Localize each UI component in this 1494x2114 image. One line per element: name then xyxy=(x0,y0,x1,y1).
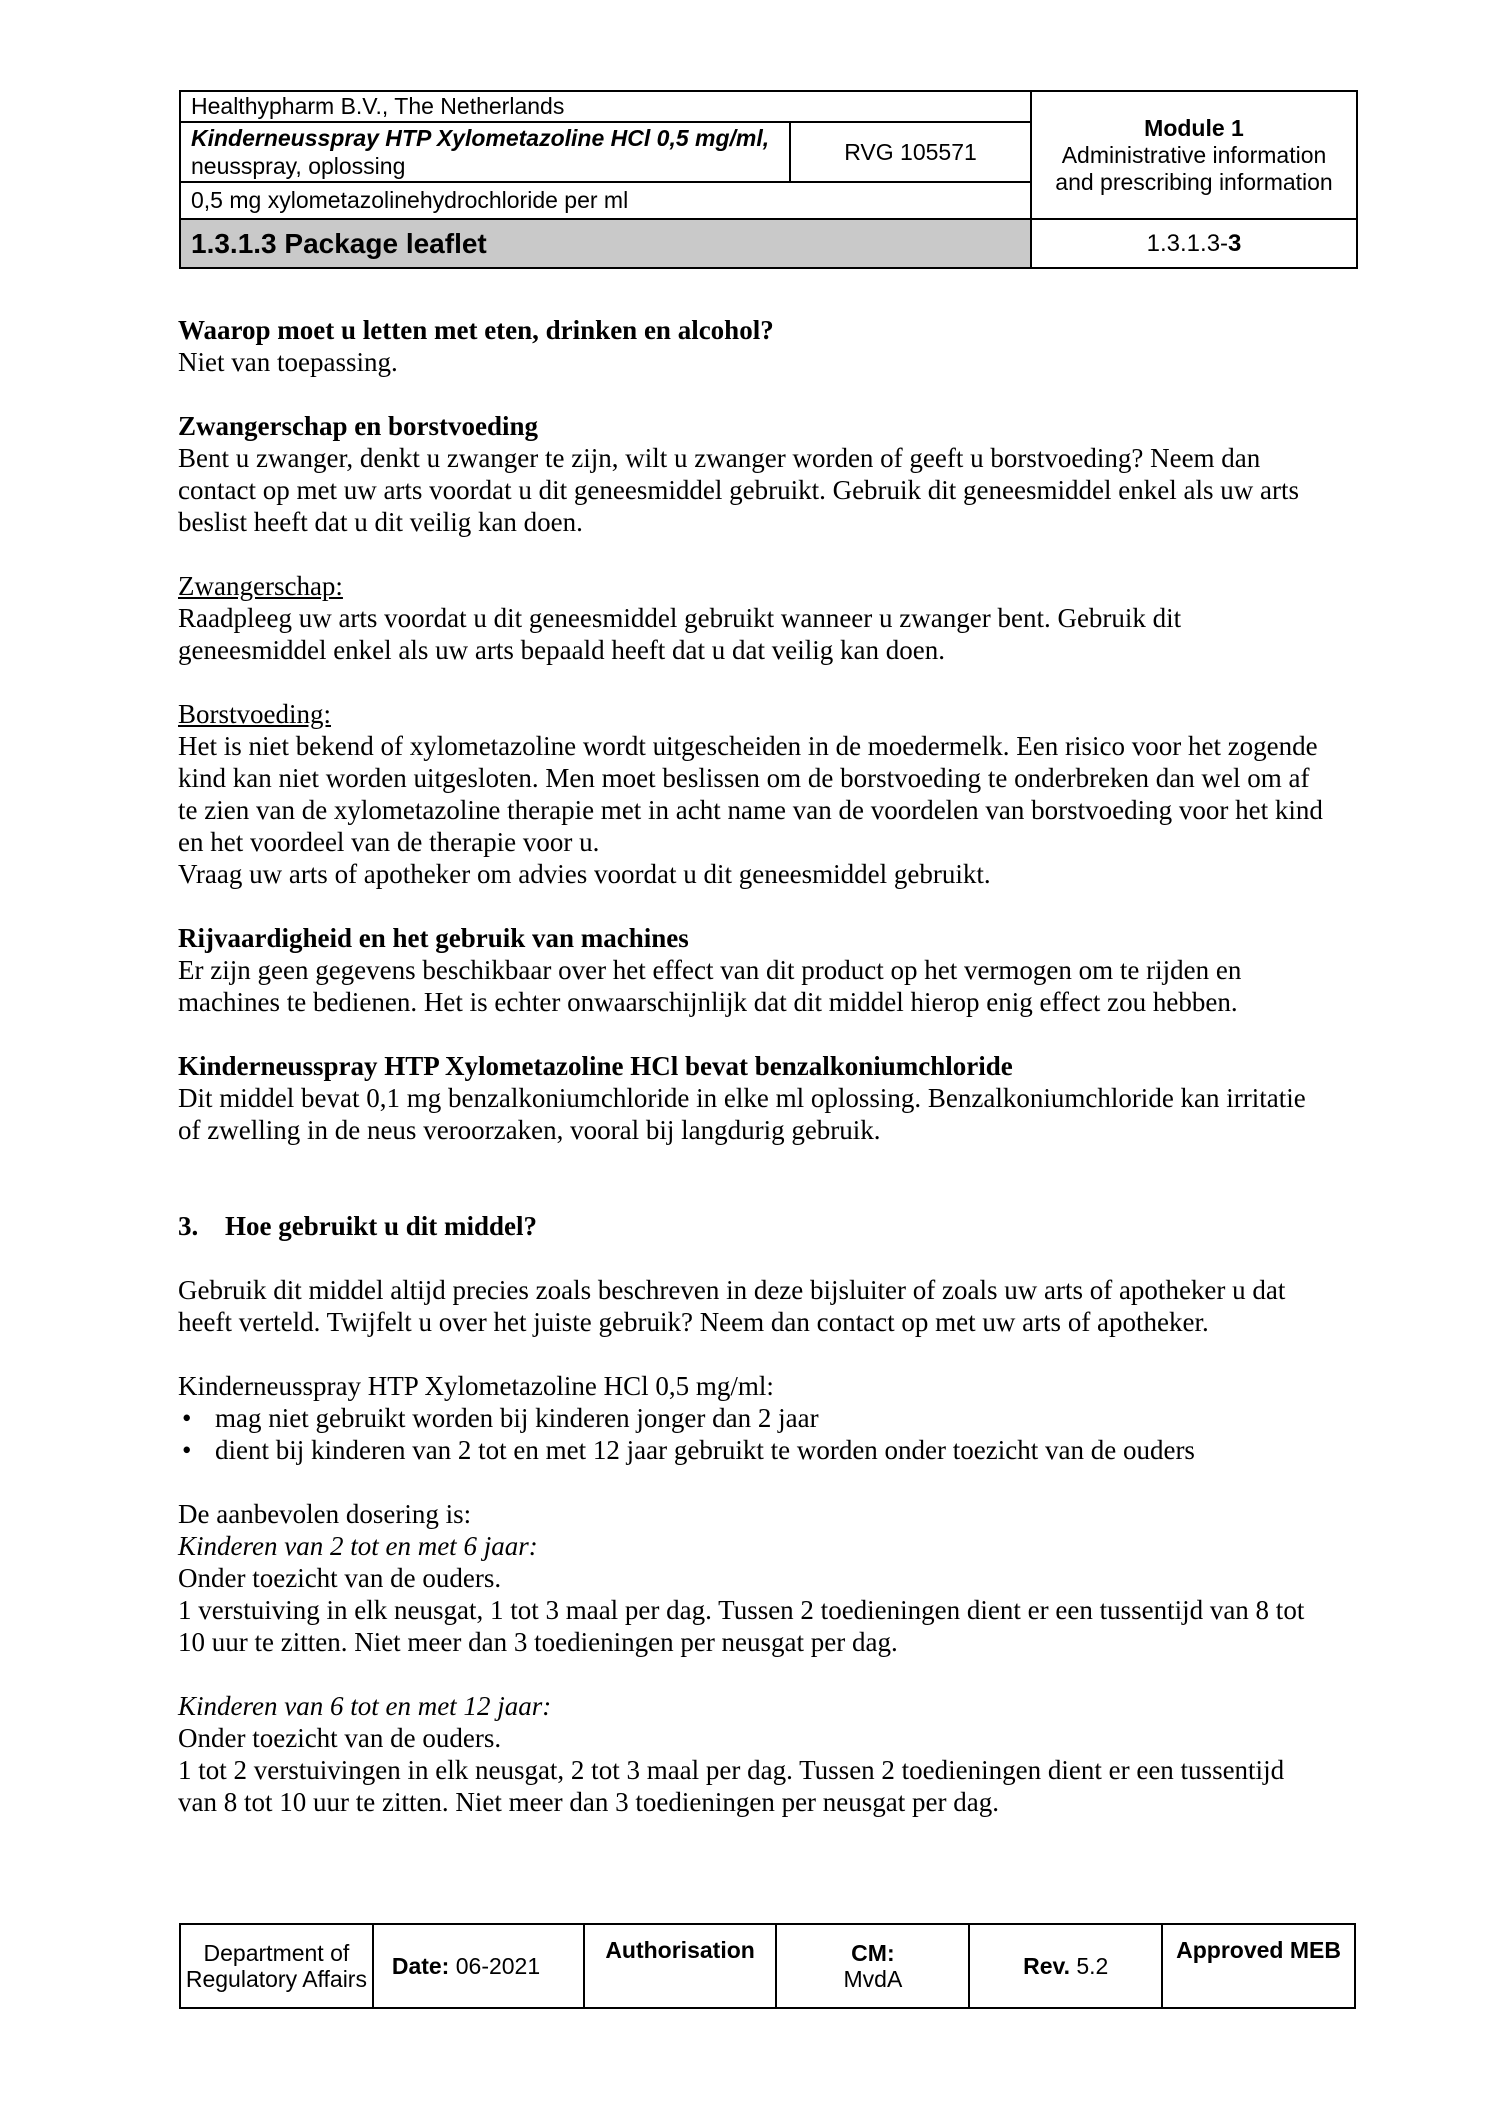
blank-line xyxy=(178,1242,1368,1274)
blank-line xyxy=(178,1178,1368,1210)
product-form: neusspray, oplossing xyxy=(191,153,406,179)
leaflet-body xyxy=(178,314,1368,1818)
heading-benzalkonium: Kinderneusspray HTP Xylometazoline HCl bevat benzalkoniumchloride xyxy=(178,1051,1013,1081)
bullet-icon: • xyxy=(182,1435,192,1465)
product-name: Kinderneusspray HTP Xylometazoline HCl 0,5 mg/ml, xyxy=(191,125,770,151)
paragraph-line: Raadpleeg uw arts voordat u dit geneesmiddel gebruikt wanneer u zwanger bent. Gebruik dit xyxy=(178,603,1182,633)
list-item-text: dient bij kinderen van 2 tot en met 12 jaar gebruikt te worden onder toezicht van de ouders xyxy=(215,1435,1195,1465)
paragraph-line: Bent u zwanger, denkt u zwanger te zijn, wilt u zwanger worden of geeft u borstvoeding? Neem dan xyxy=(178,443,1261,473)
module-title: Module 1 xyxy=(1144,114,1244,141)
rvg-number: RVG 105571 xyxy=(790,122,1031,182)
blank-line xyxy=(178,1658,1368,1690)
blank-line xyxy=(178,378,1368,410)
paragraph-line: en het voordeel van de therapie voor u. xyxy=(178,827,600,857)
label-pregnancy: Zwangerschap: xyxy=(178,571,343,601)
footer-cm-cell xyxy=(775,1925,968,2007)
paragraph-line: Dit middel bevat 0,1 mg benzalkoniumchloride in elke ml oplossing. Benzalkoniumchloride kan irritatie xyxy=(178,1083,1306,1113)
paragraph-line: machines te bedienen. Het is echter onwaarschijnlijk dat dit middel hierop enig effect zou hebben. xyxy=(178,987,1238,1017)
revision xyxy=(970,1953,1161,1979)
footer-authorisation-cell xyxy=(583,1925,776,2007)
bullet-icon: • xyxy=(182,1403,192,1433)
section-title: Hoe gebruikt u dit middel? xyxy=(225,1211,538,1241)
product-dosage-intro: Kinderneusspray HTP Xylometazoline HCl 0,5 mg/ml: xyxy=(178,1371,774,1401)
cm-label: CM: xyxy=(851,1940,895,1966)
page-reference-number: 3 xyxy=(1228,229,1242,257)
list-item-text: mag niet gebruikt worden bij kinderen jonger dan 2 jaar xyxy=(215,1403,819,1433)
paragraph-line: Onder toezicht van de ouders. xyxy=(178,1563,502,1593)
date-value: 06-2021 xyxy=(449,1953,541,1979)
paragraph-line: Het is niet bekend of xylometazoline wordt uitgescheiden in de moedermelk. Een risico voor het zogende xyxy=(178,731,1318,761)
revision-label: Rev. xyxy=(1023,1953,1070,1979)
paragraph-line: 1 verstuiving in elk neusgat, 1 tot 3 maal per dag. Tussen 2 toedieningen dient er een tussentijd van 8 tot xyxy=(178,1595,1305,1625)
paragraph-line: geneesmiddel enkel als uw arts bepaald heeft dat u dat veilig kan doen. xyxy=(178,635,945,665)
label-breastfeeding: Borstvoeding: xyxy=(178,699,331,729)
module-subtitle-line1: Administrative information xyxy=(1061,141,1327,168)
strength-line: 0,5 mg xylometazolinehydrochloride per ml xyxy=(180,182,1031,219)
footer-table xyxy=(179,1923,1356,2009)
blank-line xyxy=(178,666,1368,698)
heading-driving-machines: Rijvaardigheid en het gebruik van machines xyxy=(178,923,689,953)
paragraph-line: of zwelling in de neus veroorzaken, vooral bij langdurig gebruik. xyxy=(178,1115,881,1145)
page-reference-prefix: 1.3.1.3- xyxy=(1146,229,1229,257)
heading-pregnancy-breastfeeding: Zwangerschap en borstvoeding xyxy=(178,411,539,441)
dosage-intro: De aanbevolen dosering is: xyxy=(178,1499,472,1529)
blank-line xyxy=(178,1146,1368,1178)
blank-line xyxy=(178,1466,1368,1498)
paragraph-line: Gebruik dit middel altijd precies zoals beschreven in deze bijsluiter of zoals uw arts of apotheker u dat xyxy=(178,1275,1286,1305)
paragraph-line: beslist heeft dat u dit veilig kan doen. xyxy=(178,507,583,537)
footer-approved-cell xyxy=(1161,1925,1354,2007)
revision-value: 5.2 xyxy=(1069,1953,1109,1979)
paragraph-line: 1 tot 2 verstuivingen in elk neusgat, 2 tot 3 maal per dag. Tussen 2 toedieningen dient er een tussentijd xyxy=(178,1755,1285,1785)
approved-label: Approved MEB xyxy=(1176,1937,1341,1963)
heading-food-drink-alcohol: Waarop moet u letten met eten, drinken en alcohol? xyxy=(178,315,774,345)
paragraph-line: Er zijn geen gegevens beschikbaar over het effect van dit product op het vermogen om te rijden en xyxy=(178,955,1242,985)
paragraph-line: Onder toezicht van de ouders. xyxy=(178,1723,502,1753)
company-name: Healthypharm B.V., The Netherlands xyxy=(180,91,1031,122)
date-label: Date: xyxy=(391,1953,450,1979)
product-cell xyxy=(180,122,790,182)
header-table xyxy=(179,90,1358,269)
footer-department-cell xyxy=(181,1925,372,2007)
blank-line xyxy=(178,538,1368,570)
heading-section-3 xyxy=(178,1210,1368,1242)
section-band-title: 1.3.1.3 Package leaflet xyxy=(180,219,1031,268)
blank-line xyxy=(178,890,1368,922)
module-info-cell xyxy=(1031,91,1357,219)
paragraph-line: 10 uur te zitten. Niet meer dan 3 toedieningen per neusgat per dag. xyxy=(178,1627,898,1657)
section-number: 3. xyxy=(178,1211,199,1241)
footer-date-cell xyxy=(372,1925,583,2007)
cm-value: MvdA xyxy=(843,1966,903,1992)
department-line1: Department of xyxy=(203,1940,350,1966)
module-subtitle-line2: and prescribing information xyxy=(1055,168,1333,195)
age-group-title: Kinderen van 6 tot en met 12 jaar: xyxy=(178,1691,552,1721)
paragraph-line: contact op met uw arts voordat u dit geneesmiddel gebruikt. Gebruik dit geneesmiddel enkel als uw arts xyxy=(178,475,1299,505)
footer-date xyxy=(392,1953,540,1979)
authorisation-label: Authorisation xyxy=(605,1937,755,1963)
list-item xyxy=(178,1402,1368,1434)
department-line2: Regulatory Affairs xyxy=(185,1966,367,1992)
blank-line xyxy=(178,1018,1368,1050)
page-reference xyxy=(1031,219,1357,268)
age-group-title: Kinderen van 2 tot en met 6 jaar: xyxy=(178,1531,538,1561)
paragraph-line: Vraag uw arts of apotheker om advies voordat u dit geneesmiddel gebruikt. xyxy=(178,859,991,889)
blank-line xyxy=(178,1338,1368,1370)
footer-revision-cell xyxy=(968,1925,1161,2007)
paragraph-line: te zien van de xylometazoline therapie met in acht name van de voordelen van borstvoeding voor het kind xyxy=(178,795,1323,825)
paragraph-line: van 8 tot 10 uur te zitten. Niet meer dan 3 toedieningen per neusgat per dag. xyxy=(178,1787,999,1817)
paragraph-line: kind kan niet worden uitgesloten. Men moet beslissen om de borstvoeding te onderbreken dan wel om af xyxy=(178,763,1310,793)
paragraph-line: Niet van toepassing. xyxy=(178,347,398,377)
paragraph-line: heeft verteld. Twijfelt u over het juiste gebruik? Neem dan contact op met uw arts of apotheker. xyxy=(178,1307,1209,1337)
list-item xyxy=(178,1434,1368,1466)
